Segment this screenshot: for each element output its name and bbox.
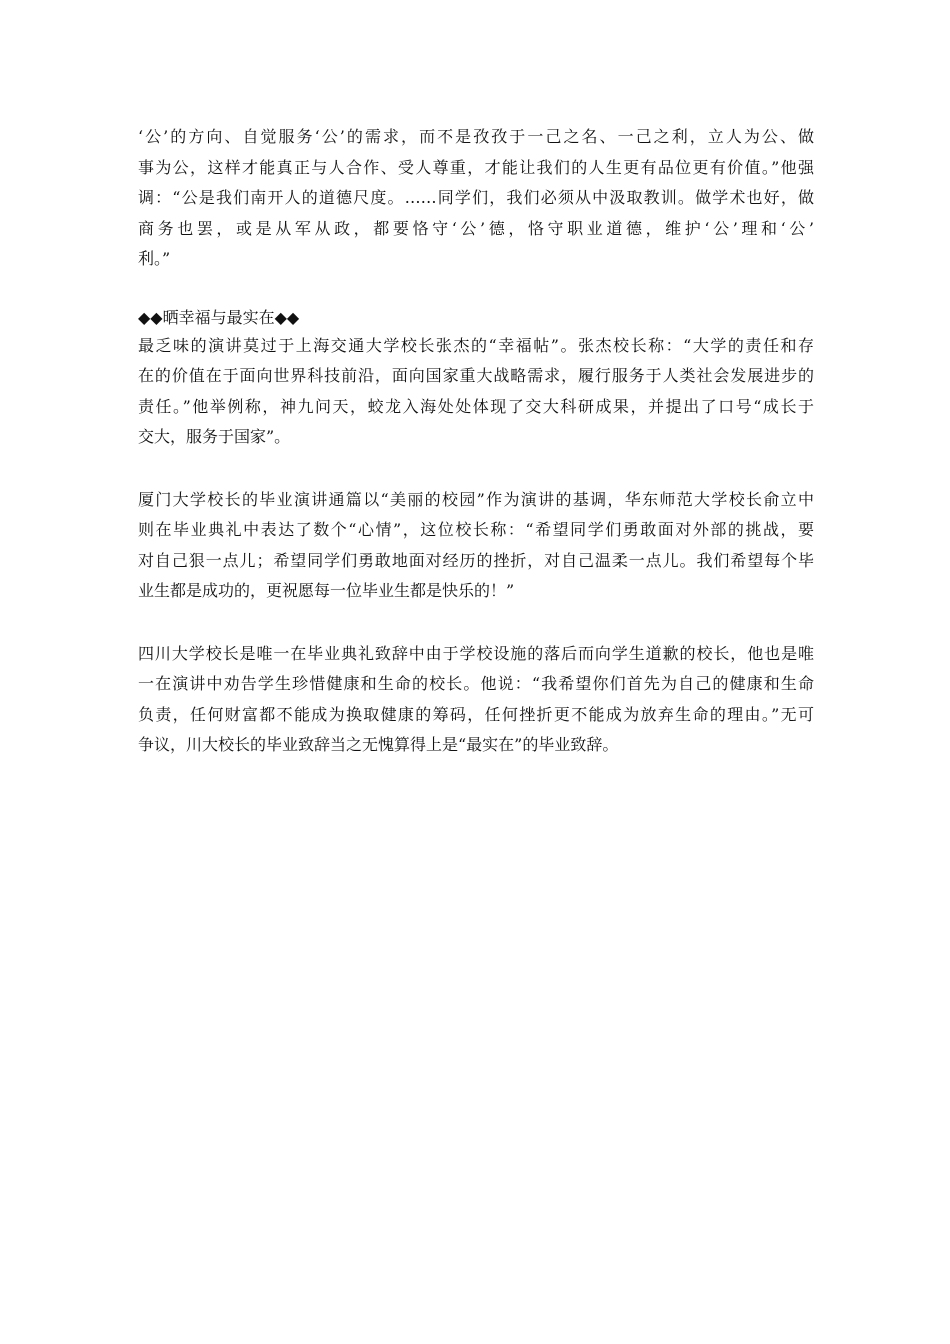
text-line: ‘公’的方向、自觉服务‘公’的需求，而不是孜孜于一己之名、一己之利，立人为公、做 — [138, 127, 814, 146]
text-line: 商务也罢，或是从军从政，都要恪守‘公’德，恪守职业道德，维护‘公’理和‘公’ — [138, 218, 814, 238]
text-line: 对自己狠一点儿；希望同学们勇敢地面对经历的挫折，对自己温柔一点儿。我们希望每个毕 — [138, 550, 814, 570]
text-line: 四川大学校长是唯一在毕业典礼致辞中由于学校设施的落后而向学生道歉的校长，他也是唯 — [138, 643, 814, 663]
text-line: 交大，服务于国家”。 — [138, 427, 291, 446]
text-line: 调：“公是我们南开人的道德尺度。……同学们，我们必须从中汲取教训。做学术也好，做 — [138, 188, 814, 207]
text-line: 在的价值在于面向世界科技前沿，面向国家重大战略需求，履行服务于人类社会发展进步的 — [138, 366, 814, 385]
paragraph-spacer — [138, 275, 814, 305]
text-line: 最乏味的演讲莫过于上海交通大学校长张杰的“幸福帖”。张杰校长称：“大学的责任和存 — [138, 335, 814, 355]
text-line: 业生都是成功的，更祝愿每一位毕业生都是快乐的！” — [138, 581, 515, 600]
paragraph-spacer — [138, 607, 814, 639]
text-line: 一在演讲中劝告学生珍惜健康和生命的校长。他说：“我希望你们首先为自己的健康和生命 — [138, 674, 814, 693]
text-line: 责任。”他举例称，神九问天，蛟龙入海处处体现了交大科研成果，并提出了口号“成长于 — [138, 396, 814, 416]
paragraph-spacer — [138, 453, 814, 485]
paragraph-nankai-quote — [138, 122, 814, 275]
paragraph-xmu-ecnu — [138, 485, 814, 607]
text-line: 利。” — [138, 249, 171, 268]
text-line: 争议，川大校长的毕业致辞当之无愧算得上是“最实在”的毕业致辞。 — [138, 735, 619, 754]
section-heading: ◆◆晒幸福与最实在◆◆ — [138, 307, 300, 327]
paragraph-scu — [138, 639, 814, 761]
text-line: 厦门大学校长的毕业演讲通篇以“美丽的校园”作为演讲的基调，华东师范大学校长俞立中 — [138, 489, 814, 509]
paragraph-sjtu — [138, 331, 814, 453]
text-line: 负责，任何财富都不能成为换取健康的筹码，任何挫折更不能成为放弃生命的理由。”无可 — [138, 704, 814, 724]
text-line: 事为公，这样才能真正与人合作、受人尊重，才能让我们的人生更有品位更有价值。”他强 — [138, 157, 814, 177]
document-body — [138, 122, 814, 761]
text-line: 则在毕业典礼中表达了数个“心情”，这位校长称：“希望同学们勇敢面对外部的挑战，要 — [138, 520, 814, 539]
